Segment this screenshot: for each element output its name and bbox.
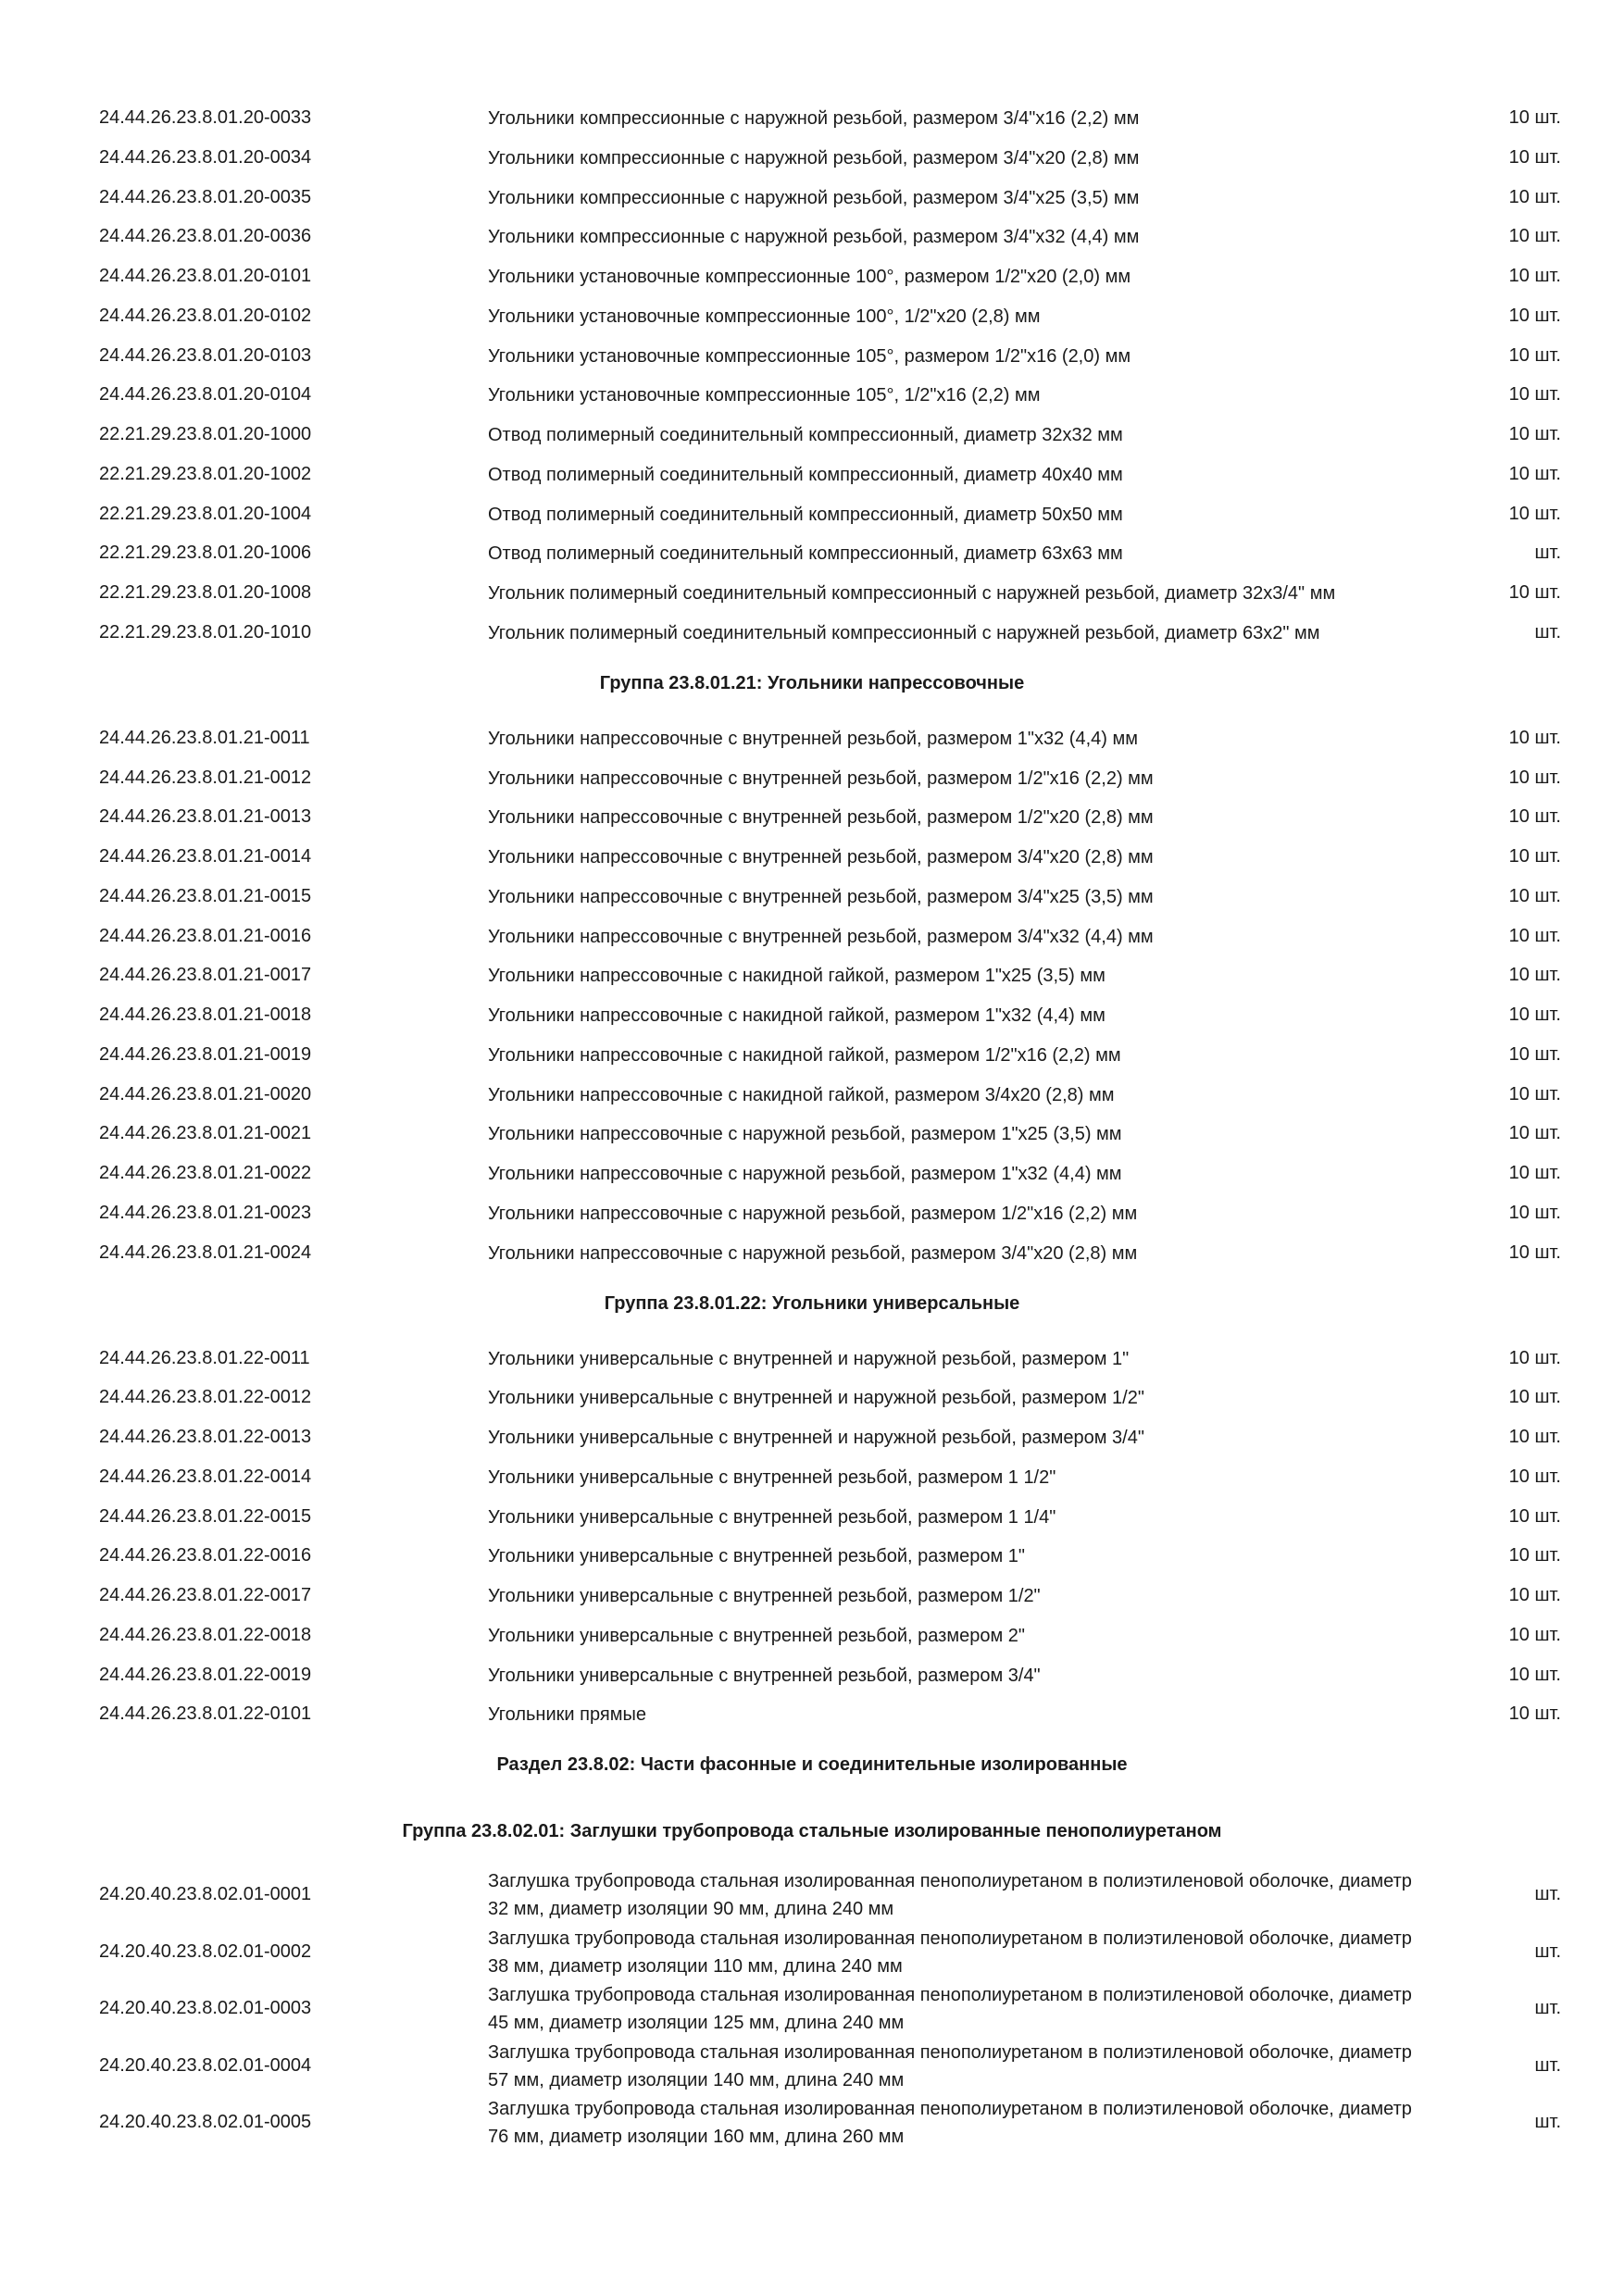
item-unit: 10 шт. xyxy=(1508,344,1561,366)
item-name: Угольники установочные компрессионные 100°, размером 1/2"х20 (2,0) мм xyxy=(488,267,1131,287)
item-code: 24.44.26.23.8.01.21-0017 xyxy=(99,965,312,986)
table-row xyxy=(0,1981,1624,2037)
table-row xyxy=(0,144,1624,172)
item-name: Угольники прямые xyxy=(488,1704,646,1726)
item-code: 24.44.26.23.8.01.22-0016 xyxy=(99,1545,312,1566)
item-code: 24.44.26.23.8.01.20-0036 xyxy=(99,226,312,247)
item-name: Угольники универсальные с внутренней и наружной резьбой, размером 1/2" xyxy=(488,1388,1144,1409)
item-unit: 10 шт. xyxy=(1508,1083,1561,1104)
table-row xyxy=(0,1120,1624,1148)
item-name: Угольник полимерный соединительный компрессионный с наружней резьбой, диаметр 63х2" мм xyxy=(488,622,1320,643)
item-name: Отвод полимерный соединительный компрессионный, диаметр 50х50 мм xyxy=(488,504,1123,525)
item-name: Угольники установочные компрессионные 105°, 1/2"х16 (2,2) мм xyxy=(488,385,1041,406)
table-row xyxy=(0,184,1624,212)
table-row xyxy=(0,1925,1624,1980)
item-code: 24.44.26.23.8.01.21-0024 xyxy=(99,1242,312,1263)
table-row xyxy=(0,619,1624,647)
table-row xyxy=(0,962,1624,990)
table-row xyxy=(0,1701,1624,1728)
table-row xyxy=(0,580,1624,607)
table-row xyxy=(0,1002,1624,1029)
item-name: Угольники напрессовочные с накидной гайкой, размером 3/4х20 (2,8) мм xyxy=(488,1084,1115,1105)
item-code: 24.44.26.23.8.01.21-0018 xyxy=(99,1004,312,1025)
item-code: 22.21.29.23.8.01.20-1008 xyxy=(99,582,312,603)
item-code: 22.21.29.23.8.01.20-1010 xyxy=(99,621,312,643)
table-row xyxy=(0,1542,1624,1570)
item-unit: шт. xyxy=(1534,1998,1561,2019)
table-row xyxy=(0,923,1624,951)
table-row xyxy=(0,540,1624,568)
item-unit: 10 шт. xyxy=(1508,1043,1561,1065)
table-row xyxy=(0,343,1624,370)
item-unit: 10 шт. xyxy=(1508,186,1561,207)
item-name: Угольники универсальные с внутренней резьбой, размером 1" xyxy=(488,1546,1025,1567)
item-code: 24.44.26.23.8.01.22-0011 xyxy=(99,1347,310,1368)
item-unit: 10 шт. xyxy=(1508,1202,1561,1223)
item-name: Угольники установочные компрессионные 100°, 1/2"х20 (2,8) мм xyxy=(488,306,1041,327)
item-code: 22.21.29.23.8.01.20-1002 xyxy=(99,463,312,484)
table-row xyxy=(0,804,1624,831)
item-name: Заглушка трубопровода стальная изолированная пенополиуретаном в полиэтиленовой оболочке, диаметр 57 мм, диаметр изоляции 140 мм, длина 240 мм xyxy=(488,2041,1412,2090)
item-name: Угольники напрессовочные с наружной резьбой, размером 1"х25 (3,5) мм xyxy=(488,1124,1122,1145)
item-unit: шт. xyxy=(1534,543,1561,564)
item-name: Угольники универсальные с внутренней резьбой, размером 1/2" xyxy=(488,1586,1041,1606)
item-name: Угольники напрессовочные с внутренней резьбой, размером 3/4"х32 (4,4) мм xyxy=(488,926,1154,947)
item-code: 24.44.26.23.8.01.22-0015 xyxy=(99,1505,312,1527)
item-name: Угольники напрессовочные с внутренней резьбой, размером 3/4"х25 (3,5) мм xyxy=(488,886,1154,907)
item-name: Угольники установочные компрессионные 105°, размером 1/2"х16 (2,0) мм xyxy=(488,345,1131,367)
item-unit: 10 шт. xyxy=(1508,1703,1561,1725)
item-unit: 10 шт. xyxy=(1508,384,1561,406)
item-unit: шт. xyxy=(1534,2112,1561,2133)
item-unit: 10 шт. xyxy=(1508,1427,1561,1447)
item-name: Угольники напрессовочные с наружной резьбой, размером 3/4"х20 (2,8) мм xyxy=(488,1242,1138,1264)
table-row xyxy=(0,2039,1624,2094)
item-unit: 10 шт. xyxy=(1508,463,1561,484)
table-row xyxy=(0,2095,1624,2151)
item-name: Угольники напрессовочные с внутренней резьбой, размером 1/2"х20 (2,8) мм xyxy=(488,807,1154,829)
item-name: Угольники компрессионные с наружной резьбой, размером 3/4"х32 (4,4) мм xyxy=(488,227,1140,248)
item-code: 24.44.26.23.8.01.22-0017 xyxy=(99,1585,312,1605)
item-name: Заглушка трубопровода стальная изолированная пенополиуретаном в полиэтиленовой оболочке, диаметр 38 мм, диаметр изоляции 110 мм, длина 240 мм xyxy=(488,1928,1412,1977)
table-row xyxy=(0,1424,1624,1452)
item-name: Угольники универсальные с внутренней резьбой, размером 2" xyxy=(488,1625,1025,1646)
item-code: 24.44.26.23.8.01.21-0012 xyxy=(99,767,312,788)
section-heading: Группа 23.8.01.21: Угольники напрессовочные xyxy=(599,672,1025,693)
item-unit: 10 шт. xyxy=(1508,107,1561,128)
item-name: Угольники напрессовочные с внутренней резьбой, размером 3/4"х20 (2,8) мм xyxy=(488,847,1154,867)
item-code: 24.44.26.23.8.01.21-0019 xyxy=(99,1043,312,1065)
item-code: 24.44.26.23.8.01.21-0015 xyxy=(99,885,312,906)
item-code: 24.44.26.23.8.01.22-0014 xyxy=(99,1466,312,1487)
item-unit: 10 шт. xyxy=(1508,503,1561,524)
item-code: 24.20.40.23.8.02.01-0001 xyxy=(99,1884,312,1905)
item-unit: 10 шт. xyxy=(1508,1664,1561,1685)
item-name: Угольники универсальные с внутренней и наружной резьбой, размером 3/4" xyxy=(488,1428,1144,1448)
item-code: 24.20.40.23.8.02.01-0003 xyxy=(99,1998,312,2019)
item-unit: шт. xyxy=(1534,621,1561,643)
table-row xyxy=(0,1345,1624,1373)
item-unit: 10 шт. xyxy=(1508,1466,1561,1487)
table-row xyxy=(0,1464,1624,1491)
item-code: 24.44.26.23.8.01.21-0023 xyxy=(99,1202,312,1223)
item-name: Заглушка трубопровода стальная изолированная пенополиуретаном в полиэтиленовой оболочке, диаметр 76 мм, диаметр изоляции 160 мм, длина 260 мм xyxy=(488,2099,1412,2148)
item-unit: 10 шт. xyxy=(1508,1242,1561,1263)
item-unit: 10 шт. xyxy=(1508,885,1561,906)
item-unit: 10 шт. xyxy=(1508,1624,1561,1645)
section-heading: Группа 23.8.01.22: Угольники универсальные xyxy=(604,1292,1020,1314)
table-row xyxy=(0,1867,1624,1923)
item-unit: 10 шт. xyxy=(1508,1004,1561,1025)
item-code: 24.44.26.23.8.01.20-0035 xyxy=(99,186,312,207)
table-row xyxy=(0,381,1624,409)
item-unit: 10 шт. xyxy=(1508,305,1561,326)
item-name: Угольники универсальные с внутренней резьбой, размером 1 1/4" xyxy=(488,1506,1056,1528)
item-unit: 10 шт. xyxy=(1508,1585,1561,1605)
table-row xyxy=(0,1240,1624,1267)
table-row xyxy=(0,843,1624,871)
item-code: 24.44.26.23.8.01.21-0013 xyxy=(99,806,312,828)
item-code: 24.44.26.23.8.01.20-0101 xyxy=(99,266,312,286)
table-row xyxy=(0,1160,1624,1188)
item-name: Угольники универсальные с внутренней резьбой, размером 3/4" xyxy=(488,1665,1041,1686)
table-row xyxy=(0,501,1624,529)
table-row xyxy=(0,105,1624,132)
item-name: Отвод полимерный соединительный компрессионный, диаметр 32х32 мм xyxy=(488,425,1123,445)
table-row xyxy=(0,1200,1624,1228)
item-code: 24.44.26.23.8.01.20-0104 xyxy=(99,384,312,406)
item-name: Угольники компрессионные с наружной резьбой, размером 3/4"х25 (3,5) мм xyxy=(488,187,1140,208)
item-name: Угольник полимерный соединительный компрессионный с наружней резьбой, диаметр 32х3/4" мм xyxy=(488,583,1336,604)
item-unit: 10 шт. xyxy=(1508,1545,1561,1566)
item-code: 24.44.26.23.8.01.20-0033 xyxy=(99,107,312,128)
item-name: Угольники напрессовочные с внутренней резьбой, размером 1"х32 (4,4) мм xyxy=(488,728,1138,749)
table-row xyxy=(0,461,1624,489)
table-row xyxy=(0,725,1624,753)
table-row xyxy=(0,421,1624,449)
item-unit: 10 шт. xyxy=(1508,767,1561,788)
item-code: 24.44.26.23.8.01.22-0018 xyxy=(99,1624,312,1645)
item-unit: 10 шт. xyxy=(1508,1505,1561,1527)
item-code: 24.20.40.23.8.02.01-0005 xyxy=(99,2112,312,2133)
item-unit: 10 шт. xyxy=(1508,266,1561,286)
item-name: Угольники напрессовочные с накидной гайкой, размером 1/2"х16 (2,2) мм xyxy=(488,1044,1121,1066)
table-row xyxy=(0,1042,1624,1069)
item-name: Заглушка трубопровода стальная изолированная пенополиуретаном в полиэтиленовой оболочке, диаметр 32 мм, диаметр изоляции 90 мм, длина 240 мм xyxy=(488,1871,1412,1920)
item-name: Отвод полимерный соединительный компрессионный, диаметр 63х63 мм xyxy=(488,543,1123,565)
item-unit: шт. xyxy=(1534,1884,1561,1905)
item-code: 24.44.26.23.8.01.22-0013 xyxy=(99,1427,312,1447)
item-unit: 10 шт. xyxy=(1508,806,1561,828)
item-code: 24.44.26.23.8.01.21-0020 xyxy=(99,1083,312,1104)
table-row xyxy=(0,1662,1624,1690)
item-unit: 10 шт. xyxy=(1508,424,1561,444)
item-name: Угольники компрессионные с наружной резьбой, размером 3/4"х20 (2,8) мм xyxy=(488,147,1140,168)
table-row xyxy=(0,1582,1624,1610)
item-unit: 10 шт. xyxy=(1508,727,1561,748)
item-name: Угольники компрессионные с наружной резьбой, размером 3/4"х16 (2,2) мм xyxy=(488,108,1140,129)
item-code: 24.44.26.23.8.01.21-0021 xyxy=(99,1123,312,1144)
item-code: 24.44.26.23.8.01.22-0012 xyxy=(99,1387,312,1408)
item-unit: шт. xyxy=(1534,2054,1561,2076)
item-code: 22.21.29.23.8.01.20-1004 xyxy=(99,503,312,524)
section-heading: Раздел 23.8.02: Части фасонные и соединительные изолированные xyxy=(496,1754,1128,1776)
table-row xyxy=(0,1622,1624,1650)
item-unit: 10 шт. xyxy=(1508,146,1561,168)
item-name: Угольники напрессовочные с накидной гайкой, размером 1"х25 (3,5) мм xyxy=(488,966,1106,987)
table-row xyxy=(0,883,1624,911)
section-heading: Группа 23.8.02.01: Заглушки трубопровода стальные изолированные пенополиуретаном xyxy=(402,1821,1222,1842)
item-unit: 10 шт. xyxy=(1508,226,1561,247)
item-unit: 10 шт. xyxy=(1508,1123,1561,1144)
item-code: 22.21.29.23.8.01.20-1000 xyxy=(99,424,312,444)
item-unit: 10 шт. xyxy=(1508,965,1561,986)
item-name: Угольники напрессовочные с наружной резьбой, размером 1/2"х16 (2,2) мм xyxy=(488,1203,1138,1224)
table-row xyxy=(0,303,1624,331)
table-row xyxy=(0,765,1624,792)
item-name: Заглушка трубопровода стальная изолированная пенополиуретаном в полиэтиленовой оболочке, диаметр 45 мм, диаметр изоляции 125 мм, длина 240 мм xyxy=(488,1985,1412,2034)
item-name: Угольники напрессовочные с наружной резьбой, размером 1"х32 (4,4) мм xyxy=(488,1164,1122,1184)
item-unit: шт. xyxy=(1534,1940,1561,1962)
item-unit: 10 шт. xyxy=(1508,925,1561,946)
item-code: 24.44.26.23.8.01.21-0011 xyxy=(99,727,310,748)
item-code: 24.44.26.23.8.01.21-0016 xyxy=(99,925,312,946)
item-unit: 10 шт. xyxy=(1508,1387,1561,1408)
item-code: 22.21.29.23.8.01.20-1006 xyxy=(99,543,312,564)
item-code: 24.44.26.23.8.01.21-0022 xyxy=(99,1163,312,1183)
table-row xyxy=(0,1504,1624,1531)
item-unit: 10 шт. xyxy=(1508,1163,1561,1183)
item-unit: 10 шт. xyxy=(1508,1347,1561,1368)
item-code: 24.44.26.23.8.01.20-0102 xyxy=(99,305,312,326)
item-code: 24.44.26.23.8.01.20-0103 xyxy=(99,344,312,366)
item-unit: 10 шт. xyxy=(1508,846,1561,867)
item-name: Угольники универсальные с внутренней резьбой, размером 1 1/2" xyxy=(488,1466,1056,1488)
item-code: 24.44.26.23.8.01.21-0014 xyxy=(99,846,312,867)
table-row xyxy=(0,1081,1624,1109)
item-code: 24.44.26.23.8.01.22-0101 xyxy=(99,1703,312,1725)
item-code: 24.20.40.23.8.02.01-0002 xyxy=(99,1940,312,1962)
item-name: Угольники напрессовочные с накидной гайкой, размером 1"х32 (4,4) мм xyxy=(488,1005,1106,1026)
table-row xyxy=(0,1384,1624,1412)
item-code: 24.44.26.23.8.01.20-0034 xyxy=(99,146,312,168)
item-unit: 10 шт. xyxy=(1508,582,1561,603)
item-code: 24.20.40.23.8.02.01-0004 xyxy=(99,2054,312,2076)
table-row xyxy=(0,263,1624,291)
item-name: Угольники универсальные с внутренней и наружной резьбой, размером 1" xyxy=(488,1348,1130,1369)
table-row xyxy=(0,223,1624,251)
item-name: Отвод полимерный соединительный компрессионный, диаметр 40х40 мм xyxy=(488,464,1123,485)
item-code: 24.44.26.23.8.01.22-0019 xyxy=(99,1664,312,1685)
item-name: Угольники напрессовочные с внутренней резьбой, размером 1/2"х16 (2,2) мм xyxy=(488,767,1154,789)
